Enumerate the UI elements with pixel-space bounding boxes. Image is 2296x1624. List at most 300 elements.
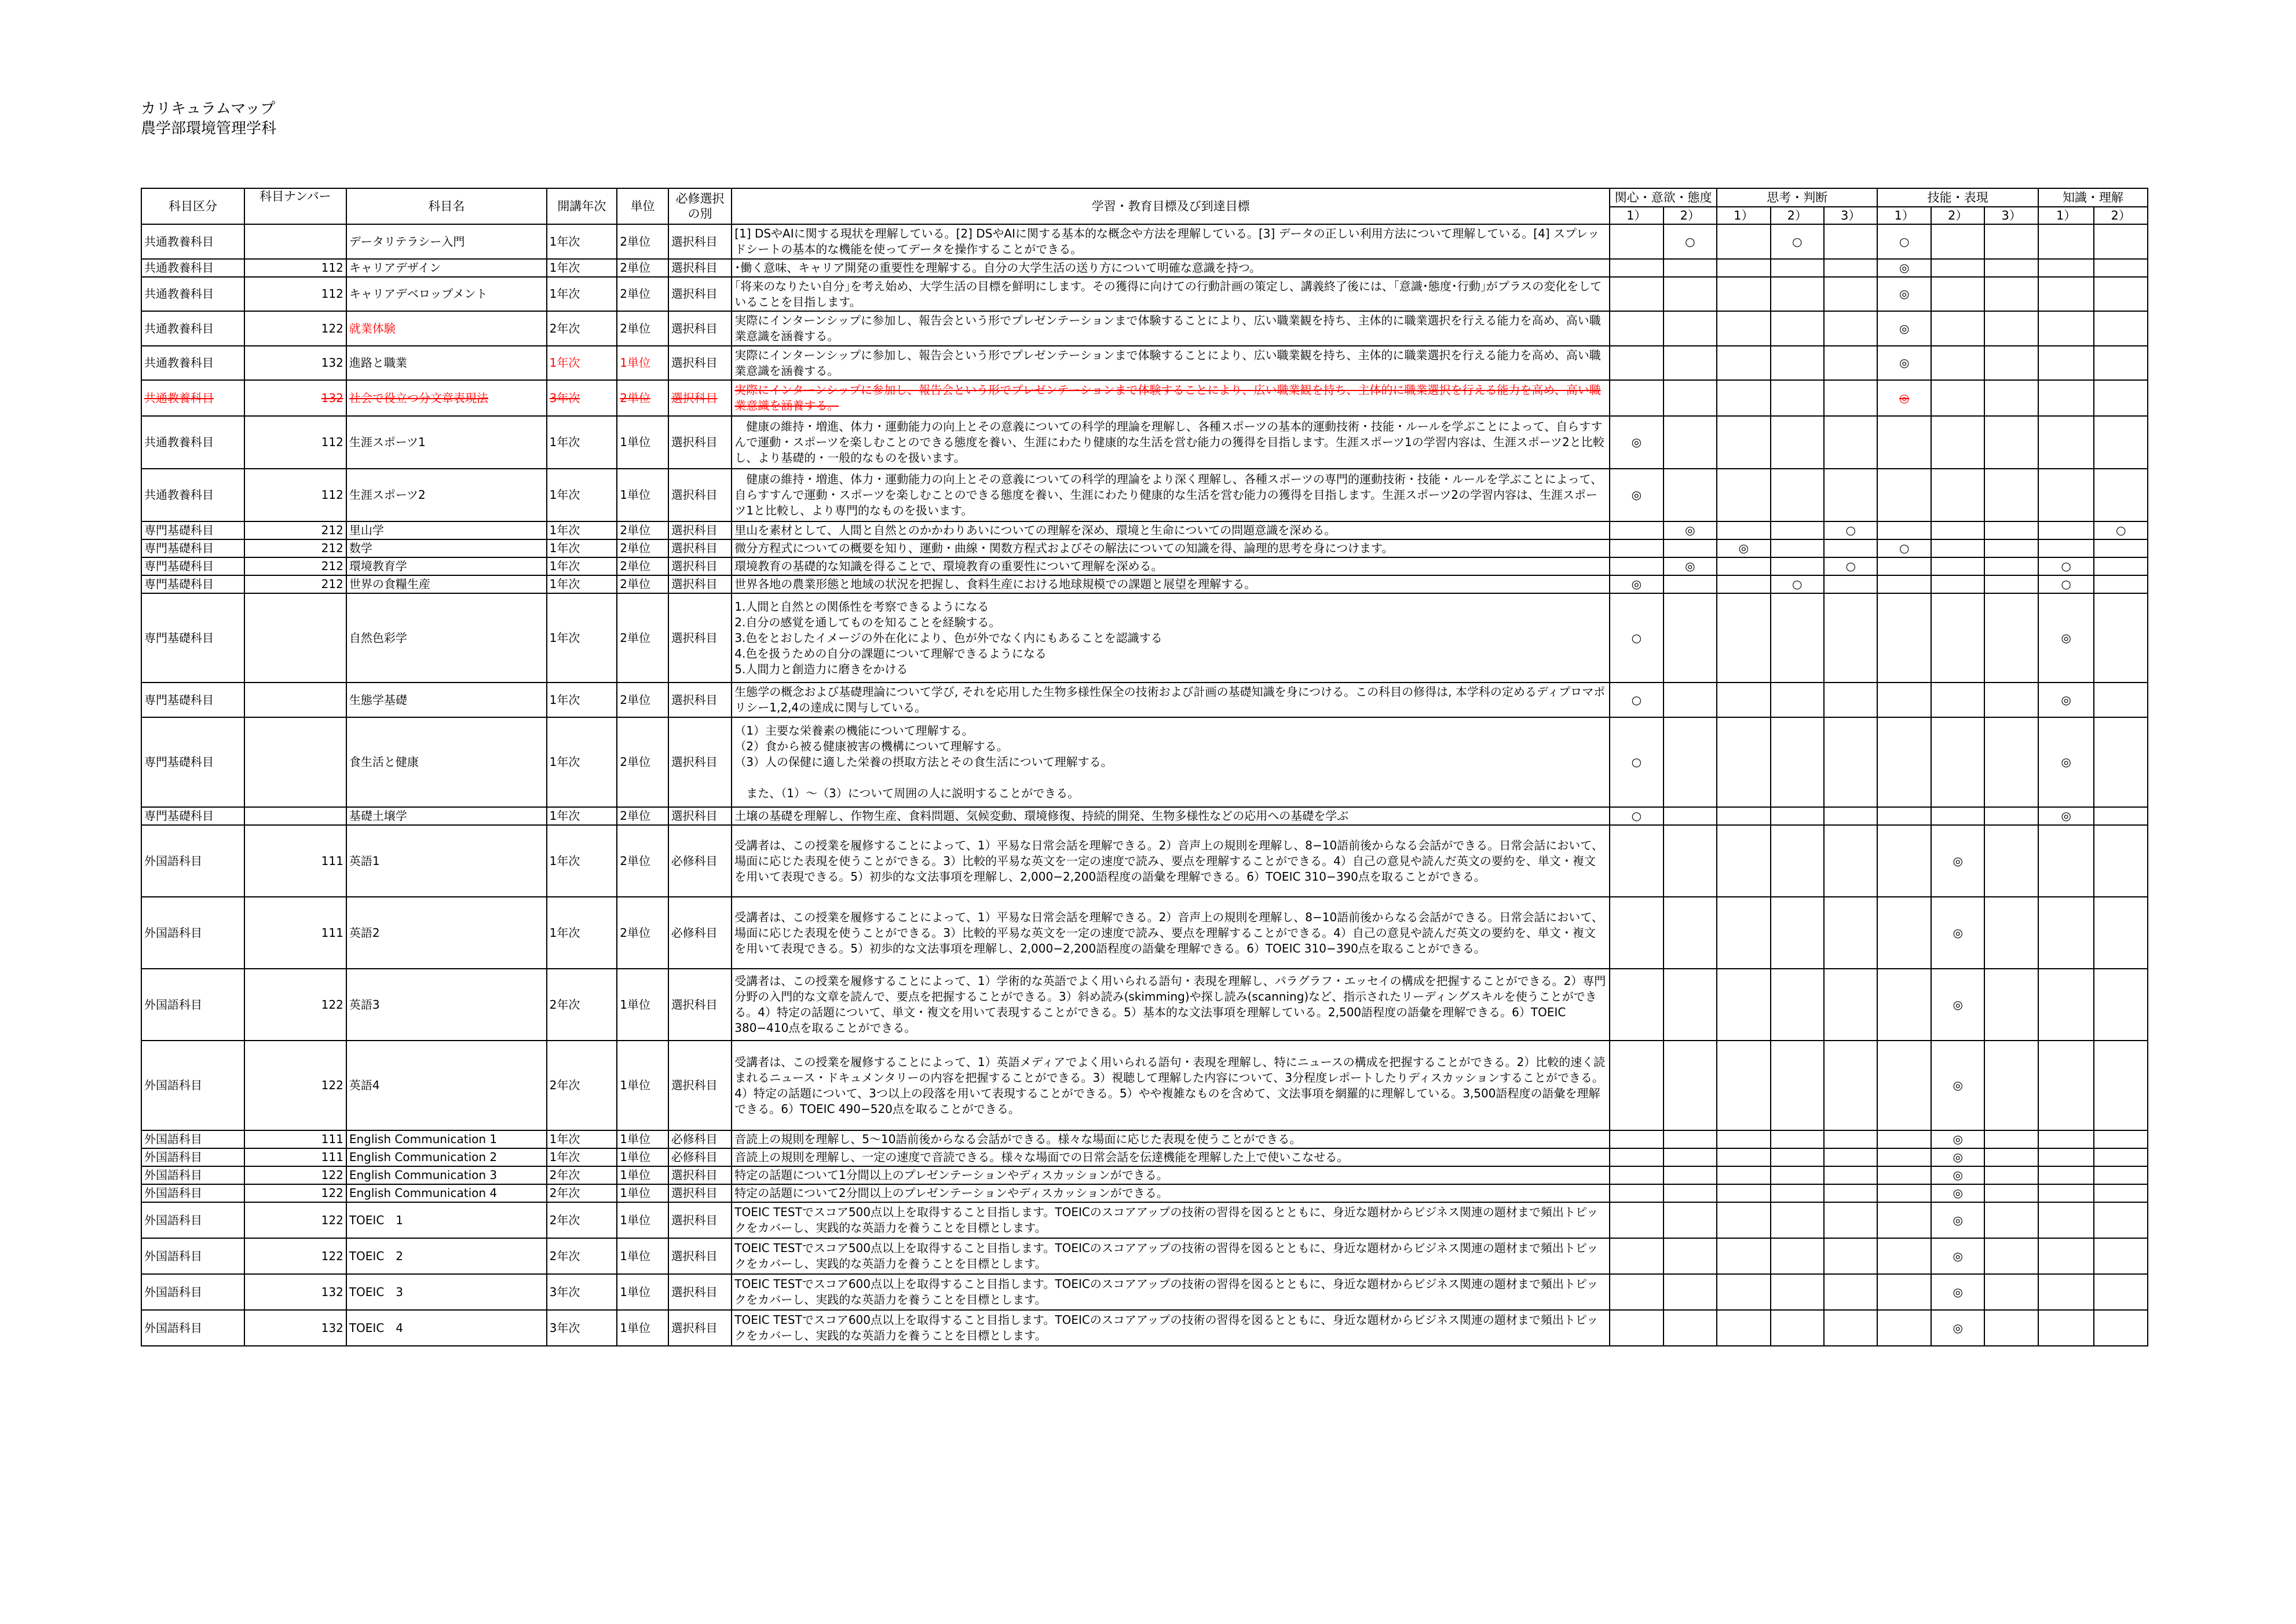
course-year: 1年次 [547,683,617,717]
competency-mark [1771,1166,1824,1184]
course-row [141,593,2148,683]
course-units: 1単位 [617,1166,668,1184]
course-row [141,521,2148,539]
course-units: 1単位 [617,416,668,469]
course-units: 1単位 [617,1238,668,1274]
course-goals: 土壌の基礎を理解し、作物生産、食料問題、気候変動、環境修復、持続的開発、生物多様性などの応用への基礎を学ぶ [732,807,1610,825]
course-required-elective: 選択科目 [668,521,732,539]
course-units: 1単位 [617,1148,668,1166]
course-category: 外国語科目 [141,969,244,1041]
competency-mark [1984,1041,2038,1130]
course-number [244,807,346,825]
competency-mark [1771,539,1824,557]
course-year: 1年次 [547,469,617,521]
course-row [141,557,2148,575]
competency-mark [1984,259,2038,277]
competency-mark: ◎ [1663,521,1717,539]
course-row [141,1274,2148,1310]
competency-mark: ○ [2094,521,2148,539]
competency-mark [1877,575,1931,593]
course-number [244,224,346,259]
header-group-skills: 技能・表現 [1877,188,2038,207]
document-title: カリキュラムマップ [141,100,276,118]
course-number: 122 [244,1166,346,1184]
course-goals: [1] DSやAIに関する現状を理解している。[2] DSやAIに関する基本的な概念や方法を理解している。[3] データの正しい利用方法について理解している。[4] スプレッドシートの基本的な機能を使ってデータを操作することができる。 [732,224,1610,259]
competency-mark [1984,717,2038,807]
competency-mark [1663,1166,1717,1184]
competency-mark [1824,717,1877,807]
course-goals: 受講者は、この授業を履修することによって、1）英語メディアでよく用いられる語句・表現を理解し、特にニュースの構成を把握することができる。2）比較的速く読まれるニュース・ドキュメンタリーの内容を把握することができる。3）視聴して理解した内容について、3分程度レポートしたりディスカッションすることができる。4）特定の話題について、3つ以上の段落を用いて表現することができる。5）やや複雑なものを含めて、文法事項を網羅的に理解している。3,500語程度の語彙を理解できる。6）TOEIC 490−520点を取ることができる。 [732,1041,1610,1130]
competency-mark [1717,469,1770,521]
competency-mark [1717,416,1770,469]
competency-mark [1610,1041,1663,1130]
competency-mark [1931,469,1984,521]
competency-mark [1824,593,1877,683]
course-goals: 生態学の概念および基礎理論について学び, それを応用した生物多様性保全の技術および計画の基礎知識を身につける。この科目の修得は, 本学科の定めるディプロマポリシー1,2,4の達成に関与している。 [732,683,1610,717]
course-goals: 特定の話題について1分間以上のプレゼンテーションやディスカッションができる。 [732,1166,1610,1184]
competency-mark [1984,1166,2038,1184]
competency-mark [1771,1130,1824,1148]
competency-mark [1824,1274,1877,1310]
course-goals: 健康の維持・増進、体力・運動能力の向上とその意義についての科学的理論をより深く理解し、各種スポーツの専門的運動技術・技能・ルールを学ぶことによって、自らすすんで運動・スポーツを楽しむことのできる態度を養い、生涯にわたり健康的な生活を営む能力の獲得を目指します。生涯スポーツ2の学習内容は、生涯スポーツ1と比較し、より専門的なものを扱います。 [732,469,1610,521]
course-row [141,969,2148,1041]
competency-mark [2094,969,2148,1041]
course-required-elective: 選択科目 [668,1166,732,1184]
competency-mark [1717,1130,1770,1148]
course-required-elective: 選択科目 [668,575,732,593]
competency-mark [1984,807,2038,825]
competency-mark [2094,1238,2148,1274]
competency-mark: ○ [1663,224,1717,259]
competency-mark [1824,807,1877,825]
competency-mark [2094,1148,2148,1166]
course-year: 1年次 [547,346,617,380]
competency-mark [1610,1310,1663,1346]
competency-mark [1717,1202,1770,1238]
course-units: 2単位 [617,521,668,539]
course-name: 就業体験 [346,311,547,346]
competency-mark [1771,469,1824,521]
competency-mark [2094,557,2148,575]
course-required-elective: 選択科目 [668,346,732,380]
competency-mark [1771,969,1824,1041]
competency-mark [2038,1310,2094,1346]
competency-mark [1824,1310,1877,1346]
course-number: 212 [244,539,346,557]
course-name: 世界の食糧生産 [346,575,547,593]
course-category: 外国語科目 [141,897,244,969]
competency-mark [1717,1148,1770,1166]
course-name: キャリアデザイン [346,259,547,277]
competency-mark [1663,539,1717,557]
competency-mark [1877,1166,1931,1184]
course-number: 132 [244,1310,346,1346]
course-category: 専門基礎科目 [141,557,244,575]
competency-mark: ◎ [1717,539,1770,557]
course-name: 環境教育学 [346,557,547,575]
course-goals: 実際にインターンシップに参加し、報告会という形でプレゼンテーションまで体験することにより、広い職業観を持ち、主体的に職業選択を行える能力を高め、高い職業意識を涵養する。 [732,380,1610,416]
course-year: 2年次 [547,1184,617,1202]
competency-mark: ◎ [1931,1274,1984,1310]
header-sub: 2） [1663,207,1717,224]
competency-mark [1984,1274,2038,1310]
competency-mark: ○ [1610,593,1663,683]
competency-mark [1717,1184,1770,1202]
course-number [244,593,346,683]
competency-mark: ○ [1877,539,1931,557]
competency-mark [1984,575,2038,593]
competency-mark [1610,969,1663,1041]
course-name: データリテラシー入門 [346,224,547,259]
course-category: 共通教養科目 [141,259,244,277]
competency-mark [1771,717,1824,807]
competency-mark [2094,380,2148,416]
course-number: 111 [244,1130,346,1148]
competency-mark [1931,311,1984,346]
header-category: 科目区分 [141,188,244,224]
course-required-elective: 選択科目 [668,224,732,259]
course-units: 2単位 [617,897,668,969]
competency-mark [2094,1184,2148,1202]
competency-mark [2038,224,2094,259]
competency-mark [1984,346,2038,380]
competency-mark [1610,224,1663,259]
competency-mark [1771,1041,1824,1130]
course-year: 2年次 [547,1041,617,1130]
competency-mark [1717,825,1770,897]
course-required-elective: 選択科目 [668,416,732,469]
competency-mark [2038,825,2094,897]
course-goals: ｢将来のなりたい自分｣を考え始め、大学生活の目標を鮮明にします。その獲得に向けての行動計画の策定し、講義終了後には、｢意識･態度･行動｣がプラスの変化をしていることを目指します。 [732,277,1610,311]
competency-mark [1824,469,1877,521]
competency-mark [2094,593,2148,683]
course-units: 1単位 [617,1274,668,1310]
competency-mark [1931,259,1984,277]
course-units: 2単位 [617,683,668,717]
competency-mark [1877,416,1931,469]
course-required-elective: 選択科目 [668,1041,732,1130]
course-number: 112 [244,259,346,277]
course-name: 生涯スポーツ2 [346,469,547,521]
course-category: 外国語科目 [141,1274,244,1310]
competency-mark [1931,539,1984,557]
header-sub: 3） [1824,207,1877,224]
competency-mark [1771,416,1824,469]
course-category: 外国語科目 [141,1148,244,1166]
competency-mark [1663,807,1717,825]
competency-mark [1824,380,1877,416]
course-name: 英語3 [346,969,547,1041]
course-category: 専門基礎科目 [141,521,244,539]
competency-mark [2038,416,2094,469]
header-units: 単位 [617,188,668,224]
competency-mark: ◎ [2038,807,2094,825]
course-row [141,897,2148,969]
course-number: 112 [244,416,346,469]
course-year: 2年次 [547,1238,617,1274]
course-row [141,1310,2148,1346]
competency-mark [1663,683,1717,717]
course-goals: 特定の話題について2分間以上のプレゼンテーションやディスカッションができる。 [732,1184,1610,1202]
course-name: TOEIC 1 [346,1202,547,1238]
competency-mark [1663,277,1717,311]
competency-mark [1877,897,1931,969]
competency-mark: ○ [2038,557,2094,575]
competency-mark [1717,717,1770,807]
competency-mark [1717,224,1770,259]
competency-mark [1877,969,1931,1041]
competency-mark [1984,1310,2038,1346]
competency-mark [1717,277,1770,311]
competency-mark [2038,897,2094,969]
competency-mark [1610,897,1663,969]
competency-mark [2094,1041,2148,1130]
course-goals: 微分方程式についての概要を知り、運動・曲線・関数方程式およびその解法についての知識を得、論理的思考を身につけます。 [732,539,1610,557]
competency-mark [1663,1184,1717,1202]
course-goals: ･働く意味、キャリア開発の重要性を理解する。自分の大学生活の送り方について明確な意識を持つ。 [732,259,1610,277]
course-number: 122 [244,1238,346,1274]
competency-mark [2094,311,2148,346]
course-number [244,683,346,717]
competency-mark [2038,311,2094,346]
competency-mark: ○ [1877,224,1931,259]
competency-mark: ◎ [2038,717,2094,807]
competency-mark [2094,346,2148,380]
competency-mark [1877,557,1931,575]
competency-mark [1877,521,1931,539]
course-year: 1年次 [547,539,617,557]
course-name: English Communication 1 [346,1130,547,1148]
competency-mark [1877,807,1931,825]
course-row [141,807,2148,825]
competency-mark: ◎ [1610,416,1663,469]
course-year: 1年次 [547,717,617,807]
competency-mark [1771,259,1824,277]
competency-mark [1771,1184,1824,1202]
course-name: 英語1 [346,825,547,897]
competency-mark: ◎ [1877,277,1931,311]
competency-mark [1663,469,1717,521]
competency-mark: ◎ [1931,1184,1984,1202]
course-name: 英語4 [346,1041,547,1130]
course-category: 共通教養科目 [141,346,244,380]
competency-mark [1717,1238,1770,1274]
course-number: 122 [244,1184,346,1202]
competency-mark [1877,1130,1931,1148]
competency-mark [1877,1148,1931,1166]
course-goals: （1）主要な栄養素の機能について理解する。 （2）食から被る健康被害の機構について理解する。 （3）人の保健に適した栄養の摂取方法とその食生活について理解する。 また、（1）～（3）について周囲の人に説明することができる。 [732,717,1610,807]
competency-mark [1663,259,1717,277]
course-required-elective: 選択科目 [668,539,732,557]
course-required-elective: 必修科目 [668,825,732,897]
competency-mark [2094,1274,2148,1310]
course-year: 1年次 [547,807,617,825]
course-row [141,575,2148,593]
course-goals: 音読上の規則を理解し、一定の速度で音読できる。様々な場面での日常会話を伝達機能を理解した上で使いこなせる。 [732,1148,1610,1166]
competency-mark [1824,1166,1877,1184]
course-year: 1年次 [547,897,617,969]
course-row [141,259,2148,277]
competency-mark: ○ [2038,575,2094,593]
competency-mark [1984,311,2038,346]
course-required-elective: 選択科目 [668,311,732,346]
competency-mark [1663,717,1717,807]
competency-mark [1663,1041,1717,1130]
competency-mark [1610,346,1663,380]
competency-mark: ○ [1610,717,1663,807]
competency-mark [1610,1238,1663,1274]
course-number: 122 [244,1202,346,1238]
course-units: 2単位 [617,575,668,593]
competency-mark [1771,593,1824,683]
competency-mark [1984,521,2038,539]
course-name: TOEIC 3 [346,1274,547,1310]
competency-mark [1663,380,1717,416]
competency-mark [2094,469,2148,521]
competency-mark [1984,897,2038,969]
header-course-number: 科目ナンバー [244,188,346,224]
competency-mark [2094,277,2148,311]
course-row [141,311,2148,346]
competency-mark: ◎ [1877,346,1931,380]
competency-mark [2094,683,2148,717]
competency-mark [1824,1202,1877,1238]
competency-mark [2094,807,2148,825]
competency-mark [2094,1166,2148,1184]
competency-mark [1824,683,1877,717]
competency-mark [2038,539,2094,557]
course-category: 専門基礎科目 [141,807,244,825]
competency-mark [1877,1274,1931,1310]
competency-mark [1717,380,1770,416]
course-required-elective: 選択科目 [668,717,732,807]
course-name: TOEIC 4 [346,1310,547,1346]
competency-mark [1824,1130,1877,1148]
course-goals: 受講者は、この授業を履修することによって、1）学術的な英語でよく用いられる語句・表現を理解し、パラグラフ・エッセイの構成を把握することができる。2）専門分野の入門的な文章を読んで、要点を把握することができる。3）斜め読み(skimming)や探し読み(scanning)など、指示されたリーディングスキルを使うことができる。4）特定の話題について、単文・複文を用いて表現することができる。5）基本的な文法事項を理解している。2,500語程度の語彙を理解できる。6）TOEIC 380−410点を取ることができる。 [732,969,1610,1041]
competency-mark [1771,380,1824,416]
course-category: 専門基礎科目 [141,539,244,557]
course-category: 外国語科目 [141,1184,244,1202]
competency-mark [1717,969,1770,1041]
course-name: 里山学 [346,521,547,539]
course-category: 共通教養科目 [141,311,244,346]
course-row [141,825,2148,897]
course-number [244,717,346,807]
competency-mark [2094,1130,2148,1148]
course-category: 共通教養科目 [141,277,244,311]
competency-mark: ○ [1771,224,1824,259]
course-category: 共通教養科目 [141,416,244,469]
course-row [141,416,2148,469]
course-required-elective: 選択科目 [668,1202,732,1238]
competency-mark [1984,539,2038,557]
competency-mark: ◎ [1931,1041,1984,1130]
course-year: 1年次 [547,224,617,259]
competency-mark [1984,469,2038,521]
competency-mark [1931,380,1984,416]
course-row [141,1130,2148,1148]
course-units: 2単位 [617,259,668,277]
competency-mark [1931,557,1984,575]
course-goals: 実際にインターンシップに参加し、報告会という形でプレゼンテーションまで体験することにより、広い職業観を持ち、主体的に職業選択を行える能力を高め、高い職業意識を涵養する。 [732,346,1610,380]
competency-mark: ◎ [1931,1238,1984,1274]
header-sub: 1） [2038,207,2094,224]
competency-mark [1610,1148,1663,1166]
course-row [141,539,2148,557]
competency-mark [1824,539,1877,557]
course-number: 112 [244,277,346,311]
competency-mark [1663,1148,1717,1166]
competency-mark [1663,593,1717,683]
course-row [141,1148,2148,1166]
competency-mark [1984,557,2038,575]
competency-mark [1984,1238,2038,1274]
competency-mark [2038,346,2094,380]
course-name: 基礎土壌学 [346,807,547,825]
course-number: 212 [244,557,346,575]
competency-mark [1717,311,1770,346]
competency-mark [1610,1166,1663,1184]
course-units: 1単位 [617,1202,668,1238]
competency-mark [1771,1148,1824,1166]
competency-mark [1771,1310,1824,1346]
course-goals: TOEIC TESTでスコア600点以上を取得すること目指します。TOEICのスコアアップの技術の習得を図るとともに、身近な題材からビジネス関連の題材まで頻出トピックをカバーし、実践的な英語力を養うことを目標とします。 [732,1274,1610,1310]
competency-mark [1717,557,1770,575]
competency-mark [1610,1130,1663,1148]
course-row [141,346,2148,380]
course-name: English Communication 3 [346,1166,547,1184]
competency-mark: ○ [1771,575,1824,593]
competency-mark [1717,346,1770,380]
competency-mark [2094,259,2148,277]
course-row [141,224,2148,259]
course-category: 専門基礎科目 [141,683,244,717]
course-row [141,1202,2148,1238]
competency-mark [1877,1041,1931,1130]
course-units: 2単位 [617,311,668,346]
competency-mark [1610,259,1663,277]
course-row [141,1166,2148,1184]
competency-mark [2038,1202,2094,1238]
course-required-elective: 選択科目 [668,277,732,311]
course-units: 1単位 [617,1041,668,1130]
header-required-elective: 必修選択の別 [668,188,732,224]
course-required-elective: 選択科目 [668,1238,732,1274]
competency-mark [2094,897,2148,969]
competency-mark [1663,311,1717,346]
competency-mark [1931,593,1984,683]
competency-mark [1877,1184,1931,1202]
course-year: 1年次 [547,1130,617,1148]
competency-mark [2038,1148,2094,1166]
header-goals: 学習・教育目標及び到達目標 [732,188,1610,224]
competency-mark [1610,539,1663,557]
competency-mark [2038,1166,2094,1184]
competency-mark [1717,1310,1770,1346]
course-required-elective: 選択科目 [668,259,732,277]
competency-mark [1984,277,2038,311]
course-year: 1年次 [547,277,617,311]
competency-mark [1824,311,1877,346]
competency-mark [2038,1130,2094,1148]
competency-mark: ◎ [1931,1130,1984,1148]
course-goals: 1.人間と自然との関係性を考察できるようになる 2.自分の感覚を通してものを知ることを経験する。 3.色をとおしたイメージの外在化により、色が外でなく内にもあることを認識する 4.色を扱うための自分の課題について理解できるようになる 5.人間力と創造力に磨きをかける [732,593,1610,683]
course-year: 1年次 [547,575,617,593]
competency-mark [1717,807,1770,825]
curriculum-map-table [141,188,2148,1346]
competency-mark [1824,1148,1877,1166]
competency-mark [2038,1184,2094,1202]
